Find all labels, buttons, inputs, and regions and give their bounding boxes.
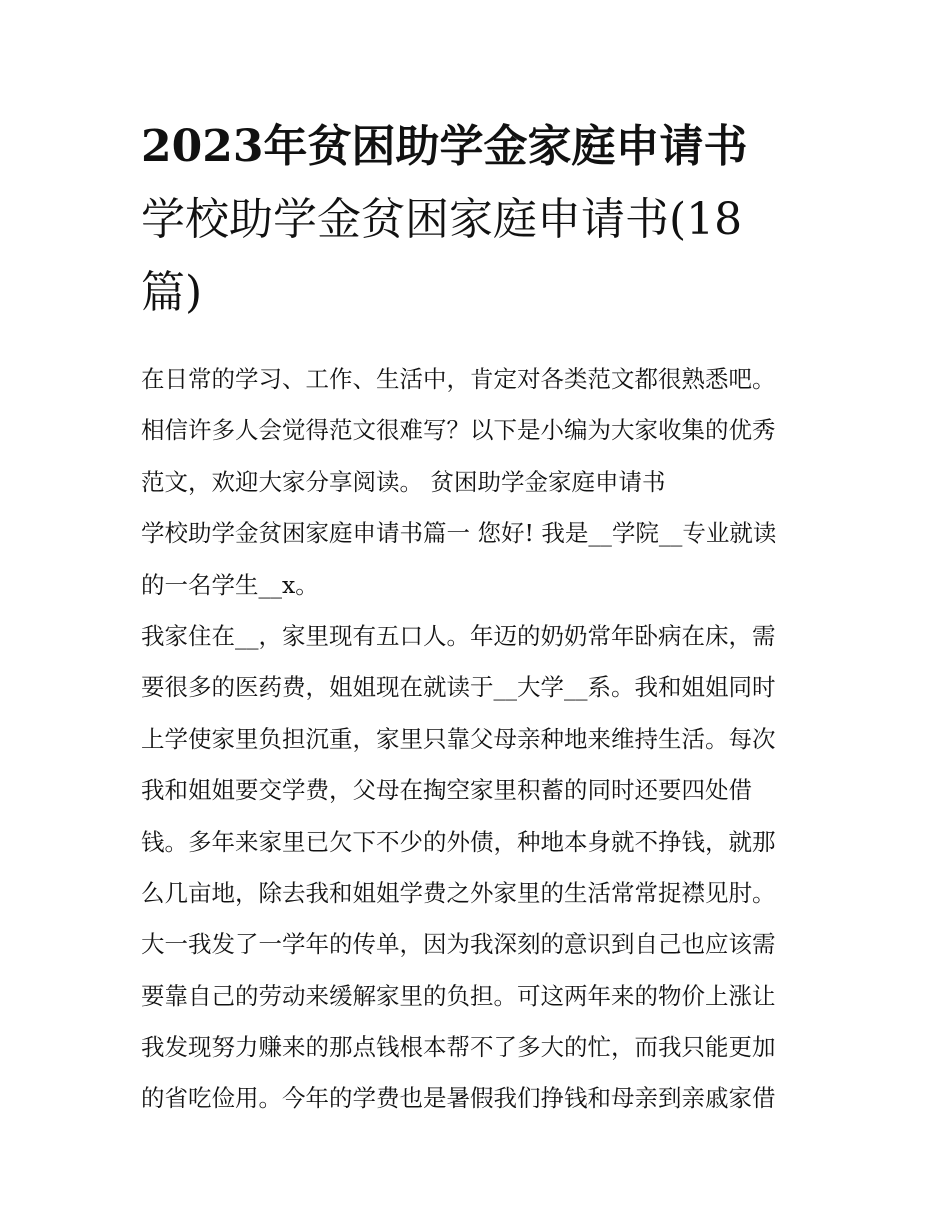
body-line: 学校助学金贫困家庭申请书篇一 您好! 我是__学院__专业就读 [141, 519, 777, 548]
body-line: 范文，欢迎大家分享阅读。 贫困助学金家庭申请书 [141, 467, 666, 496]
body-line: 钱。多年来家里已欠下不少的外债，种地本身就不挣钱，就那 [141, 827, 776, 856]
body-line: 在日常的学习、工作、生活中，肯定对各类范文都很熟悉吧。 [141, 365, 776, 393]
body-line: 相信许多人会觉得范文很难写？以下是小编为大家收集的优秀 [141, 416, 776, 445]
body-line: 我发现努力赚来的那点钱根本帮不了多大的忙，而我只能更加 [141, 1033, 776, 1062]
body-line: 我家住在__，家里现有五口人。年迈的奶奶常年卧病在床，需 [141, 621, 776, 650]
body-line: 么几亩地，除去我和姐姐学费之外家里的生活常常捉襟见肘。 [141, 878, 776, 907]
body-line: 大一我发了一学年的传单，因为我深刻的意识到自己也应该需 [141, 930, 776, 959]
body-line: 我和姐姐要交学费，父母在掏空家里积蓄的同时还要四处借 [141, 776, 752, 805]
title-line: 篇) [141, 267, 203, 318]
title-line: 学校助学金贫困家庭申请书(18 [141, 194, 743, 245]
body-line: 要靠自己的劳动来缓解家里的负担。可这两年来的物价上涨让 [141, 981, 776, 1010]
body-line: 的一名学生__x。 [141, 570, 319, 599]
body-line: 的省吃俭用。今年的学费也是暑假我们挣钱和母亲到亲戚家借 [141, 1084, 776, 1113]
document-body [141, 354, 821, 1125]
document-title [141, 110, 821, 329]
title-line: 2023年贫困助学金家庭申请书 [141, 121, 748, 172]
body-line: 上学使家里负担沉重，家里只靠父母亲种地来维持生活。每次 [141, 724, 776, 753]
body-line: 要很多的医药费，姐姐现在就读于__大学__系。我和姐姐同时 [141, 673, 776, 702]
